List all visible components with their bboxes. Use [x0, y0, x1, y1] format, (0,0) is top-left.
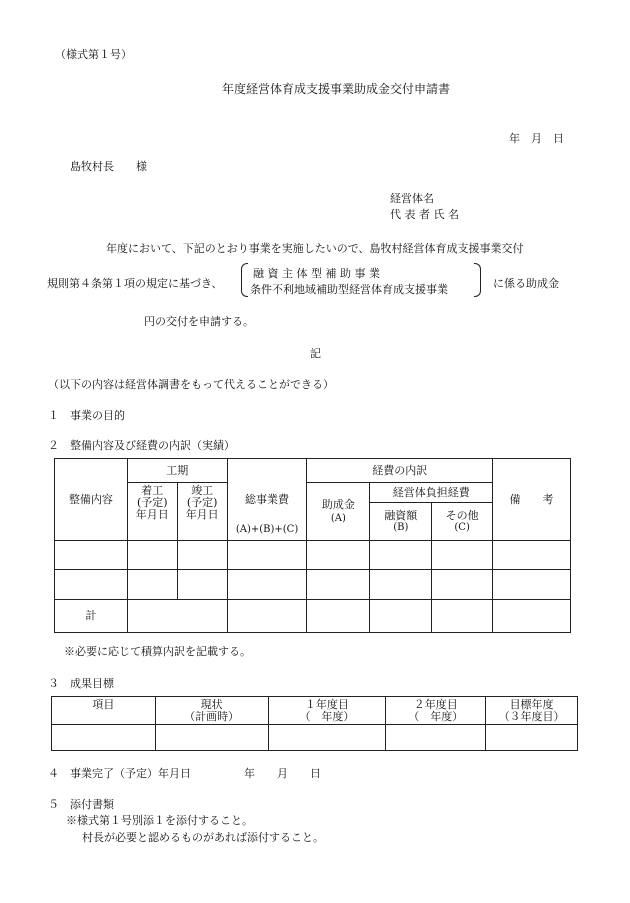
total-row	[55, 600, 571, 633]
header-other-label: その他	[445, 508, 479, 522]
body-line-1: 年度において、下記のとおり事業を実施したいので、島牧村経営体育成支援事業交付	[106, 242, 524, 255]
form-title: 年度経営体育成支援事業助成金交付申請書	[222, 82, 451, 96]
option-1: 融 資 主 体 型 補 助 事 業	[253, 267, 380, 280]
attachment-2: 村長が必要と認めるものがあれば添付すること。	[82, 831, 324, 844]
header-loan	[370, 503, 432, 541]
table-note: ※必要に応じて積算内訳を記載する。	[64, 645, 251, 658]
ki-heading: 記	[310, 347, 321, 360]
expense-table	[54, 458, 571, 633]
form-number: （様式第１号）	[55, 48, 132, 61]
header-total-label: 総事業費	[245, 492, 290, 506]
attachment-1: ※様式第１号別添１を添付すること。	[66, 814, 253, 827]
body-line-2-suffix: に係る助成金	[493, 277, 559, 290]
target-header-year2: ２年度目 （ 年度）	[386, 697, 486, 725]
target-header-current: 現状 （計画時）	[155, 697, 268, 725]
left-bracket	[241, 263, 248, 297]
body-line-3: 円の交付を申請する。	[144, 315, 254, 328]
header-total-formula: (A)+(B)+(C)	[235, 524, 299, 535]
section-4: ４ 事業完了（予定）年月日	[48, 767, 191, 780]
total-label: 計	[55, 600, 128, 633]
addressee: 島牧村長 様	[70, 160, 147, 173]
header-loan-code: (B)	[393, 521, 409, 533]
header-end: 竣工 (予定) 年月日	[177, 483, 227, 541]
target-table	[51, 696, 578, 751]
header-subsidy-code: (A)	[330, 512, 346, 524]
note-line: （以下の内容は経営体調書をもって代えることができる）	[48, 378, 334, 391]
header-burden: 経営体負担経費	[370, 483, 493, 503]
completion-date: 年 月 日	[244, 767, 321, 780]
body-line-2-prefix: 規則第４条第１項の規定に基づき、	[47, 277, 223, 290]
header-remarks: 備 考	[493, 459, 571, 541]
header-total	[227, 459, 307, 541]
option-2: 条件不利地域補助型経営体育成支援事業	[250, 283, 448, 296]
target-header-item: 項目	[52, 697, 156, 725]
header-breakdown: 経費の内訳	[307, 459, 493, 483]
section-2: ２ 整備内容及び経費の内訳（実績）	[48, 439, 235, 452]
header-other-code: (C)	[454, 521, 470, 533]
date-line: 年 月 日	[509, 132, 564, 145]
header-loan-label: 融資額	[384, 508, 418, 522]
header-start: 着工 (予定) 年月日	[127, 483, 177, 541]
applicant-name-label: 経営体名	[390, 192, 434, 205]
header-period: 工期	[127, 459, 227, 483]
target-header-year1: １年度目 （ 年度）	[268, 697, 386, 725]
table-row	[55, 570, 571, 600]
header-subsidy-label: 助成金	[321, 497, 355, 511]
representative-label: 代 表 者 氏 名	[390, 208, 459, 221]
table-row	[52, 725, 578, 751]
section-3: ３ 成果目標	[48, 677, 114, 690]
table-row	[55, 541, 571, 570]
header-subsidy	[307, 483, 370, 541]
right-bracket	[474, 263, 481, 297]
header-other	[432, 503, 493, 541]
section-5: ５ 添付書類	[48, 798, 114, 811]
section-1: １ 事業の目的	[48, 409, 125, 422]
header-content: 整備内容	[55, 459, 128, 541]
target-header-target: 目標年度 （３年度目）	[486, 697, 578, 725]
